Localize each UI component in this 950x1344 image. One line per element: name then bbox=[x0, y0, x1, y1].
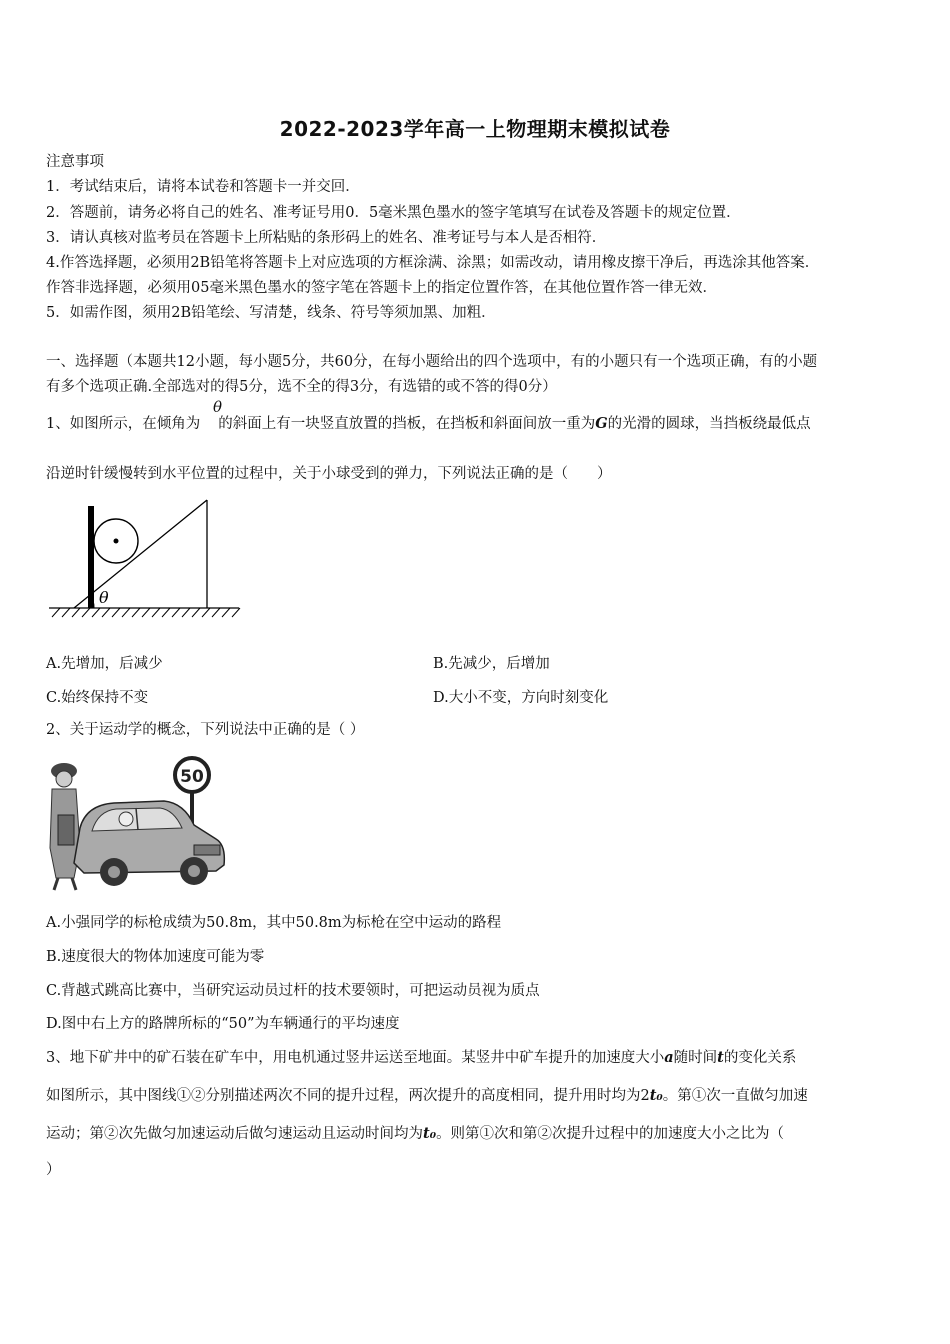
q2-stem: 2、关于运动学的概念，下列说法中正确的是（ ） bbox=[46, 722, 365, 738]
q1-incline-figure bbox=[44, 495, 244, 620]
q3-stem-line3: 运动；第②次先做匀加速运动后做匀速运动且运动时间均为t₀。则第①次和第②次提升过程中的加速度大小之比为（ bbox=[46, 1125, 785, 1142]
notice-item: 1．考试结束后，请将本试卷和答题卡一并交回． bbox=[46, 179, 360, 195]
q1-stem-line1: 1、如图所示，在倾角为 的斜面上有一块竖直放置的挡板，在挡板和斜面间放一重为G的光滑的圆球，当挡板绕最低点 bbox=[46, 415, 811, 432]
q2-option-d[interactable]: D.图中右上方的路牌所标的“50”为车辆通行的平均速度 bbox=[46, 1016, 400, 1032]
q1-option-a[interactable]: A.先增加，后减少 bbox=[46, 656, 163, 672]
q1-figure-theta-label: θ bbox=[99, 588, 109, 607]
q1-stem-line2: 沿逆时针缓慢转到水平位置的过程中，关于小球受到的弹力，下列说法正确的是（ ） bbox=[46, 466, 612, 482]
notice-item: 4.作答选择题，必须用2B铅笔将答题卡上对应选项的方框涂满、涂黑；如需改动，请用橡皮擦干净后，再选涂其他答案． bbox=[46, 255, 820, 271]
q2-option-c[interactable]: C.背越式跳高比赛中，当研究运动员过杆的技术要领时，可把运动员视为质点 bbox=[46, 983, 540, 999]
q1-option-b[interactable]: B.先减少，后增加 bbox=[433, 656, 550, 672]
q3-stem-line2: 如图所示，其中图线①②分别描述两次不同的提升过程，两次提升的高度相同，提升用时均为2t₀。第①次一直做匀加速 bbox=[46, 1087, 808, 1104]
q2-option-b[interactable]: B.速度很大的物体加速度可能为零 bbox=[46, 949, 265, 965]
q3-stem-line4: ） bbox=[46, 1162, 61, 1178]
notice-item: 5．如需作图，须用2B铅笔绘、写清楚，线条、符号等须加黑、加粗． bbox=[46, 305, 496, 321]
q2-car-illustration bbox=[44, 753, 229, 893]
q1-theta-symbol: θ bbox=[213, 398, 223, 416]
q1-option-d[interactable]: D.大小不变，方向时刻变化 bbox=[433, 690, 609, 706]
q2-speed-sign-value: 50 bbox=[180, 767, 204, 787]
q1-option-c[interactable]: C.始终保持不变 bbox=[46, 690, 149, 706]
q3-stem-line1: 3、地下矿井中的矿石装在矿车中，用电机通过竖井运送至地面。某竖井中矿车提升的加速度大小a随时间t的变化关系 bbox=[46, 1049, 797, 1066]
q2-option-a[interactable]: A.小强同学的标枪成绩为50.8m，其中50.8m为标枪在空中运动的路程 bbox=[46, 915, 502, 931]
section-heading-line1: 一、选择题（本题共12小题，每小题5分，共60分，在每小题给出的四个选项中，有的小题只有一个选项正确，有的小题 bbox=[46, 354, 818, 370]
page-title: 2022-2023学年高一上物理期末模拟试卷 bbox=[279, 117, 671, 141]
section-heading-line2: 有多个选项正确.全部选对的得5分，选不全的得3分，有选错的或不答的得0分） bbox=[46, 379, 557, 395]
notice-item: 2．答题前，请务必将自己的姓名、准考证号用0．5毫米黑色墨水的签字笔填写在试卷及答题卡的规定位置． bbox=[46, 205, 741, 221]
notice-heading: 注意事项 bbox=[46, 154, 104, 170]
notice-item: 3．请认真核对监考员在答题卡上所粘贴的条形码上的姓名、准考证号与本人是否相符． bbox=[46, 230, 607, 246]
notice-item: 作答非选择题，必须用05毫米黑色墨水的签字笔在答题卡上的指定位置作答，在其他位置作答一律无效． bbox=[46, 280, 717, 296]
